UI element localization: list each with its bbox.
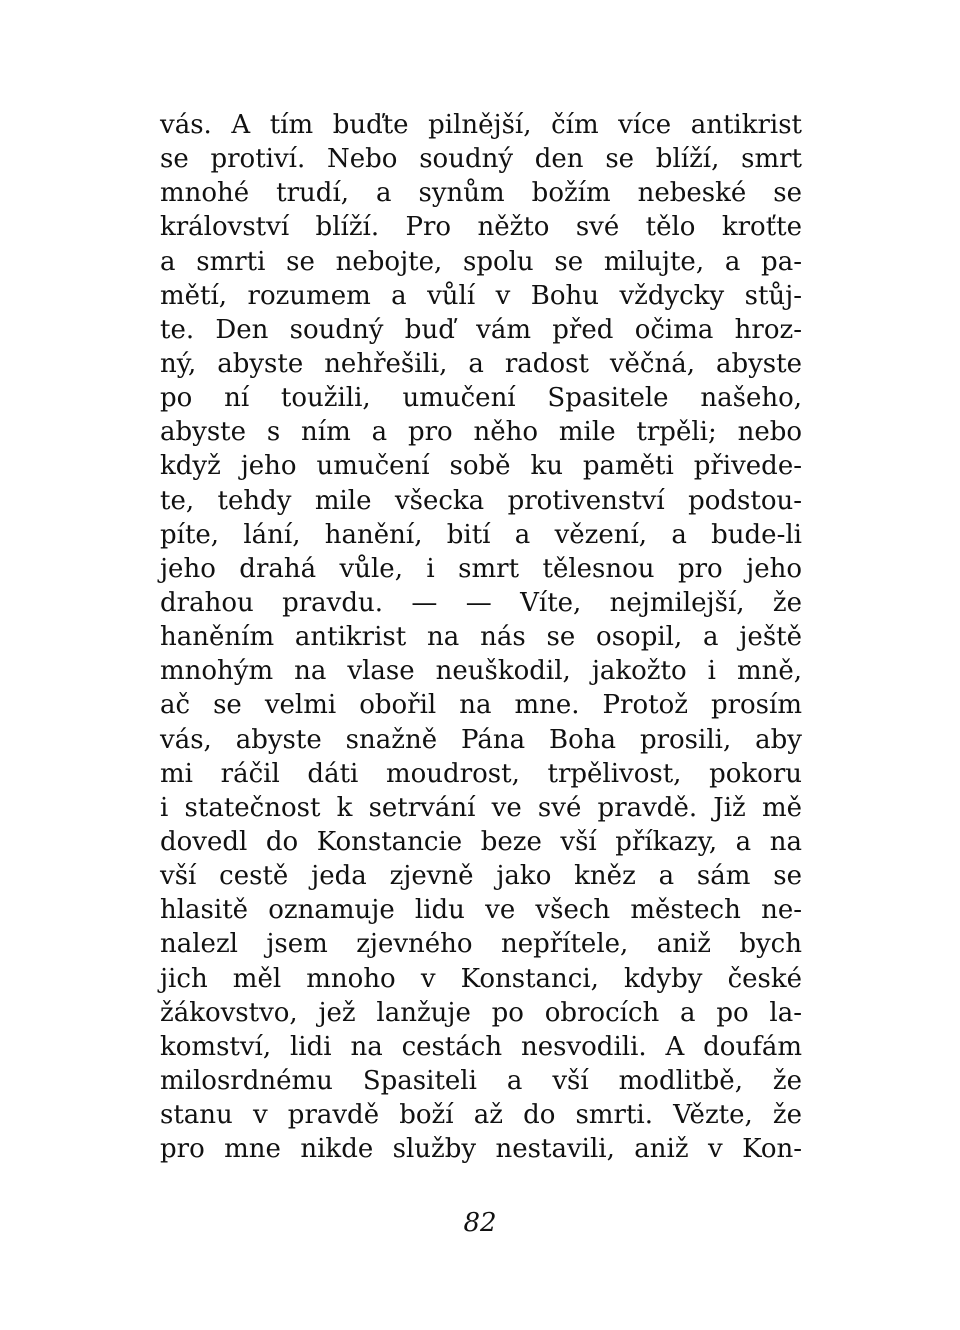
body-text (160, 108, 802, 1166)
text-line: mnohým na vlase neuškodil, jakožto i mně, (160, 656, 802, 687)
text-line: vás. A tím buďte pilnější, čím více antikrist (160, 110, 802, 140)
text-line: když jeho umučení sobě ku paměti přivede- (160, 451, 802, 482)
page-number: 82 (463, 1208, 497, 1238)
text-line: vší cestě jeda zjevně jako kněz a sám se (160, 861, 802, 892)
text-line: žákovstvo, jež lanžuje po obrocích a po la- (160, 997, 802, 1028)
text-line: pro mne nikde služby nestavili, aniž v Kon- (160, 1134, 802, 1165)
text-line: i statečnost k setrvání ve své pravdě. Již mě (160, 792, 802, 823)
text-line: jich měl mnoho v Konstanci, kdyby české (160, 963, 802, 994)
text-line: vás, abyste snažně Pána Boha prosili, aby (160, 724, 802, 755)
text-line: dovedl do Konstancie beze vší příkazy, a na (160, 826, 802, 857)
text-line: ač se velmi obořil na mne. Protož prosím (160, 690, 802, 721)
text-line: a smrti se nebojte, spolu se milujte, a pa- (160, 246, 802, 277)
text-line: komství, lidi na cestách nesvodili. A doufám (160, 1031, 802, 1062)
text-line: království blíží. Pro něžto své tělo kroťte (160, 212, 802, 243)
text-line: jeho drahá vůle, i smrt tělesnou pro jeho (160, 553, 802, 584)
text-line: milosrdnému Spasiteli a vší modlitbě, že (160, 1065, 802, 1096)
text-line: ný, abyste nehřešili, a radost věčná, abyste (160, 348, 802, 379)
text-line: po ní toužili, umučení Spasitele našeho, (160, 383, 802, 414)
text-line: mnohé trudí, a synům božím nebeské se (160, 178, 802, 209)
text-line: te. Den soudný buď vám před očima hroz- (160, 314, 802, 345)
text-line: te, tehdy mile všecka protivenství podstou- (160, 485, 802, 516)
text-line: drahou pravdu. — — Víte, nejmilejší, že (160, 587, 802, 618)
text-line: abyste s ním a pro něho mile trpěli; nebo (160, 417, 802, 448)
text-line: nalezl jsem zjevného nepřítele, aniž bych (160, 929, 802, 960)
text-line: hlasitě oznamuje lidu ve všech městech ne- (160, 895, 802, 926)
text-line: píte, lání, hanění, bití a vězení, a bude-li (160, 519, 802, 550)
text-line: mětí, rozumem a vůlí v Bohu vždycky stůj- (160, 280, 802, 311)
text-line: mi ráčil dáti moudrost, trpělivost, pokoru (160, 758, 802, 789)
text-line: stanu v pravdě boží až do smrti. Vězte, že (160, 1100, 802, 1131)
text-line: se protiví. Nebo soudný den se blíží, smrt (160, 144, 802, 175)
text-line: haněním antikrist na nás se osopil, a ještě (160, 622, 802, 653)
